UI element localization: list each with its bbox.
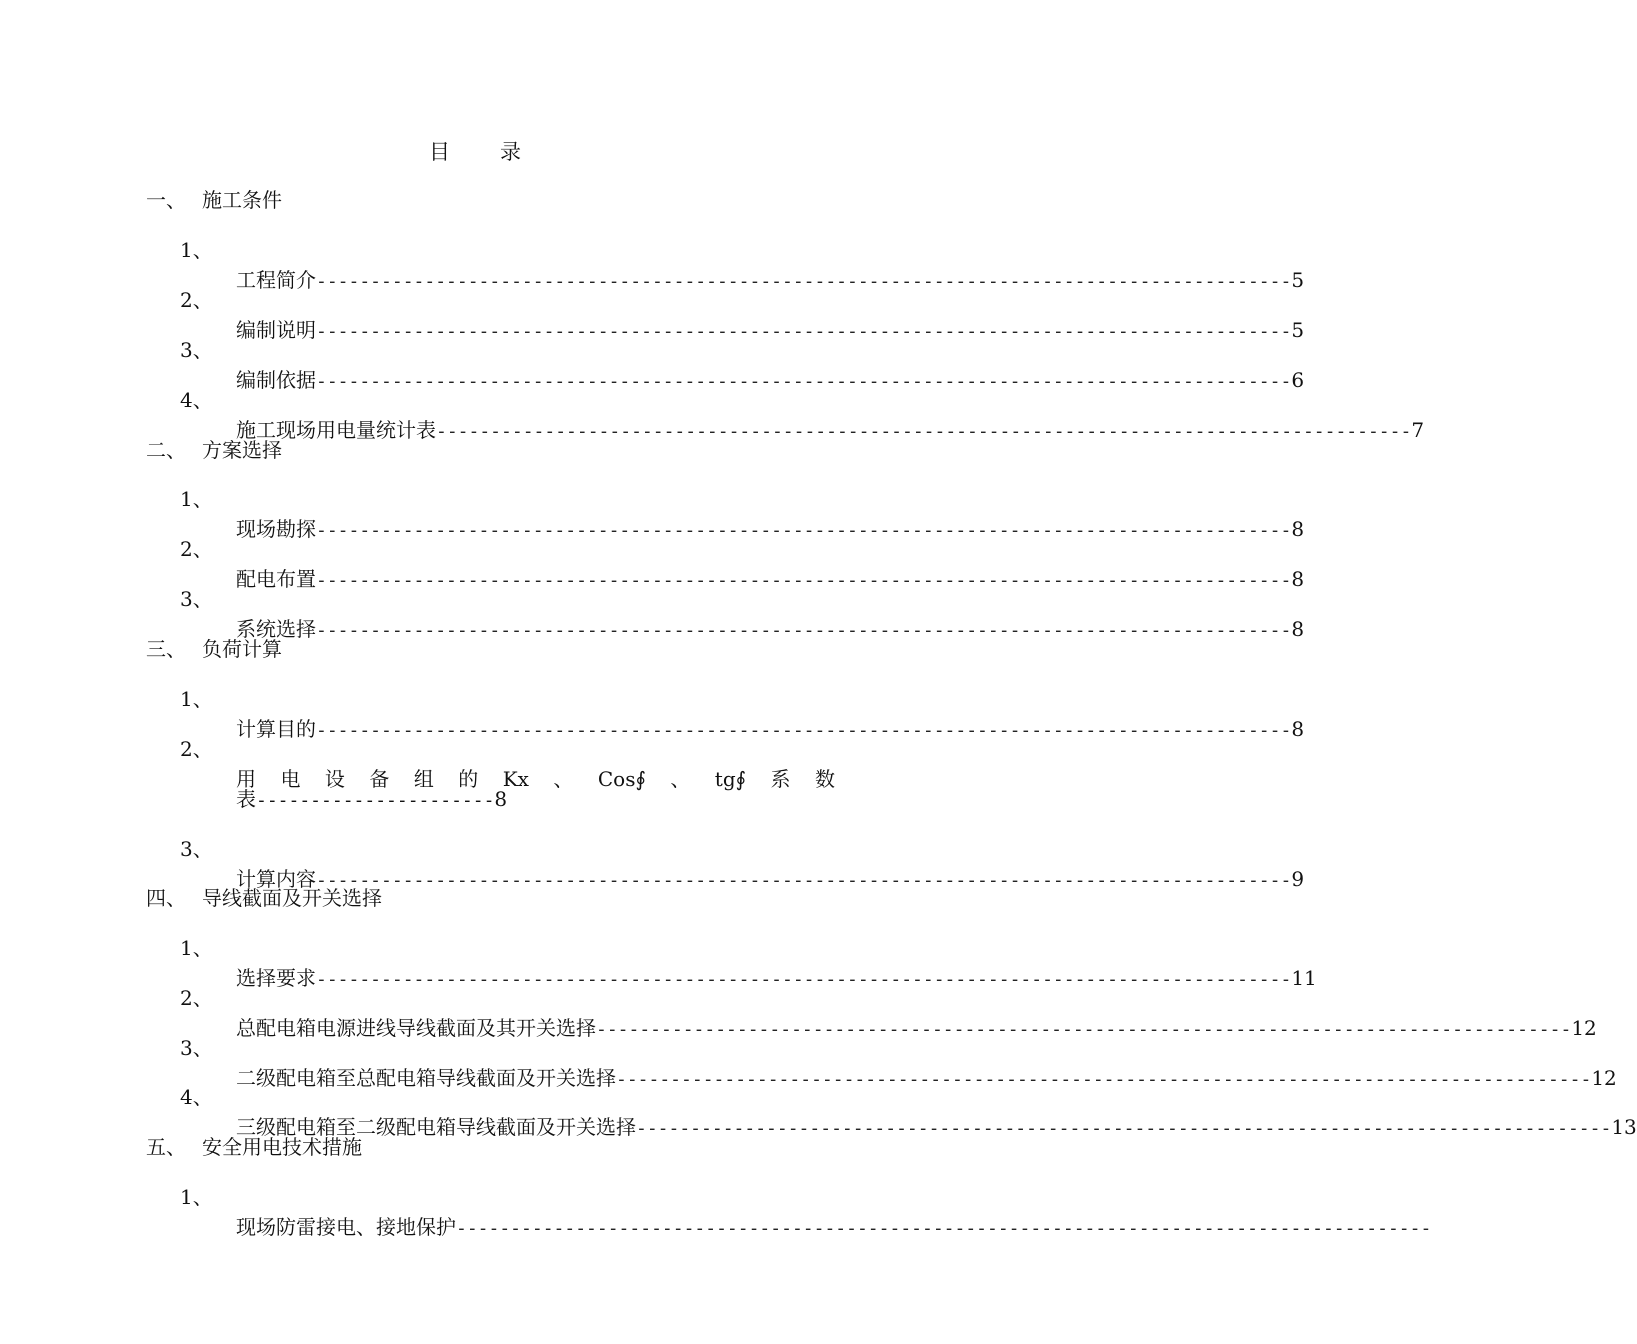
leader-dashes: ------------------------------------------------------------------------------------------ bbox=[316, 321, 1292, 342]
toc-item[interactable] bbox=[180, 1082, 1637, 1139]
item-label: 系统选择 bbox=[236, 617, 316, 641]
page-number: 6 bbox=[1291, 368, 1305, 392]
label-word: 的 bbox=[458, 767, 479, 791]
label-word: 备 bbox=[369, 767, 390, 791]
page-number: 9 bbox=[1291, 867, 1305, 891]
toc-item[interactable] bbox=[180, 933, 1317, 990]
toc-item[interactable] bbox=[180, 684, 1305, 741]
item-number: 4、 bbox=[180, 388, 213, 412]
label-word: Kx bbox=[502, 767, 529, 791]
label-word: 电 bbox=[280, 767, 301, 791]
item-label: 总配电箱电源进线导线截面及其开关选择 bbox=[236, 1016, 596, 1040]
toc-item[interactable] bbox=[180, 484, 1305, 541]
item-label: 施工现场用电量统计表 bbox=[236, 418, 436, 442]
label-word: 数 bbox=[814, 767, 835, 791]
toc-item[interactable] bbox=[180, 1182, 1432, 1239]
section-label: 导线截面及开关选择 bbox=[202, 886, 382, 910]
item-number: 3、 bbox=[180, 587, 213, 611]
toc-section-4[interactable] bbox=[146, 883, 382, 913]
leader-dashes: ------------------------------------------------------------------------------------------ bbox=[316, 570, 1292, 591]
toc-section-1[interactable] bbox=[146, 185, 282, 215]
page-number: 5 bbox=[1291, 268, 1305, 292]
toc-item-coefficient-table[interactable] bbox=[180, 734, 835, 791]
item-number: 3、 bbox=[180, 1036, 213, 1060]
leader-dashes: ------------------------------------------------------------------------------------------ bbox=[316, 620, 1292, 641]
toc-item[interactable] bbox=[180, 1033, 1617, 1090]
page-number: 8 bbox=[1291, 717, 1305, 741]
leader-dashes: ------------------------------------------------------------------------------------------ bbox=[316, 870, 1292, 891]
item-label: 现场勘探 bbox=[236, 517, 316, 541]
page-number: 8 bbox=[1291, 517, 1305, 541]
section-number: 二、 bbox=[146, 438, 186, 462]
item-number: 1、 bbox=[180, 936, 213, 960]
page-number: 13 bbox=[1611, 1115, 1637, 1139]
label-word: 、 bbox=[553, 767, 574, 791]
page-number: 12 bbox=[1571, 1016, 1597, 1040]
item-label: 编制依据 bbox=[236, 368, 316, 392]
item-number: 1、 bbox=[180, 238, 213, 262]
item-label: 计算目的 bbox=[236, 717, 316, 741]
label-word: 、 bbox=[670, 767, 691, 791]
leader-dashes: ------------------------------------------------------------------------------------------ bbox=[316, 520, 1292, 541]
label-word: 设 bbox=[324, 767, 345, 791]
section-label: 方案选择 bbox=[202, 438, 282, 462]
item-number: 4、 bbox=[180, 1085, 213, 1109]
item-label: 配电布置 bbox=[236, 567, 316, 591]
page-number: 7 bbox=[1411, 418, 1425, 442]
label-word: 用 bbox=[236, 767, 256, 791]
toc-section-5[interactable] bbox=[146, 1132, 362, 1162]
leader-dashes: ------------------------------------------------------------------------------------------ bbox=[636, 1118, 1612, 1139]
leader-dashes: ------------------------------------------------------------------------------------------ bbox=[316, 720, 1292, 741]
page-number: 8 bbox=[1291, 567, 1305, 591]
toc-section-3[interactable] bbox=[146, 634, 282, 664]
toc-item[interactable] bbox=[180, 834, 1305, 891]
toc-item[interactable] bbox=[180, 983, 1597, 1040]
leader-dashes: ------------------------------------------------------------------------------------------ bbox=[316, 969, 1292, 990]
label-word: 组 bbox=[413, 767, 434, 791]
leader-dashes: ------------------------------------------------------------------------------------------ bbox=[456, 1218, 1432, 1239]
item-label-continuation: 表 bbox=[236, 787, 256, 811]
page-number: 8 bbox=[1291, 617, 1305, 641]
section-number: 四、 bbox=[146, 886, 186, 910]
section-label: 负荷计算 bbox=[202, 637, 282, 661]
toc-item-continuation[interactable] bbox=[236, 784, 507, 814]
toc-title-char-1: 目 bbox=[429, 140, 450, 164]
item-number: 2、 bbox=[180, 537, 213, 561]
toc-title bbox=[0, 136, 950, 166]
item-label: 现场防雷接电、接地保护 bbox=[236, 1215, 456, 1239]
item-number: 2、 bbox=[180, 288, 213, 312]
page-number: 5 bbox=[1291, 318, 1305, 342]
item-label: 工程简介 bbox=[236, 268, 316, 292]
section-label: 安全用电技术措施 bbox=[202, 1135, 362, 1159]
item-label: 编制说明 bbox=[236, 318, 316, 342]
leader-dashes: ------------------------------------------------------------------------------------------ bbox=[616, 1069, 1592, 1090]
item-number: 1、 bbox=[180, 1185, 213, 1209]
toc-item[interactable] bbox=[180, 385, 1425, 442]
item-number: 2、 bbox=[180, 986, 213, 1010]
toc-item[interactable] bbox=[180, 285, 1305, 342]
label-word: Cos∮ bbox=[597, 767, 646, 791]
leader-dashes: ------------------------------------------------------------------------------------------ bbox=[316, 271, 1292, 292]
leader-dashes: ------------------------------------------------------------------------------------------ bbox=[316, 371, 1292, 392]
toc-item[interactable] bbox=[180, 235, 1305, 292]
page-number: 11 bbox=[1291, 966, 1317, 990]
item-number: 2、 bbox=[180, 737, 213, 761]
leader-dashes: ------------------------------------------------------------------------------------------ bbox=[436, 421, 1412, 442]
label-word: 系 bbox=[770, 767, 791, 791]
item-label: 三级配电箱至二级配电箱导线截面及开关选择 bbox=[236, 1115, 636, 1139]
section-number: 三、 bbox=[146, 637, 186, 661]
item-number: 3、 bbox=[180, 837, 213, 861]
leader-dashes: ------------------------------------------------------------------------------------------ bbox=[596, 1019, 1572, 1040]
label-word: tg∮ bbox=[714, 767, 747, 791]
section-number: 五、 bbox=[146, 1135, 186, 1159]
toc-title-char-2: 录 bbox=[500, 140, 521, 164]
toc-item[interactable] bbox=[180, 584, 1305, 641]
item-label: 计算内容 bbox=[236, 867, 316, 891]
item-number: 1、 bbox=[180, 487, 213, 511]
toc-section-2[interactable] bbox=[146, 435, 282, 465]
page-number: 12 bbox=[1591, 1066, 1617, 1090]
item-number: 3、 bbox=[180, 338, 213, 362]
toc-item[interactable] bbox=[180, 335, 1305, 392]
item-label: 二级配电箱至总配电箱导线截面及开关选择 bbox=[236, 1066, 616, 1090]
toc-item[interactable] bbox=[180, 534, 1305, 591]
item-number: 1、 bbox=[180, 687, 213, 711]
page-number: 8 bbox=[494, 787, 508, 811]
section-number: 一、 bbox=[146, 188, 186, 212]
item-label: 选择要求 bbox=[236, 966, 316, 990]
section-label: 施工条件 bbox=[202, 188, 282, 212]
leader-dashes: ---------------------- bbox=[256, 790, 495, 811]
